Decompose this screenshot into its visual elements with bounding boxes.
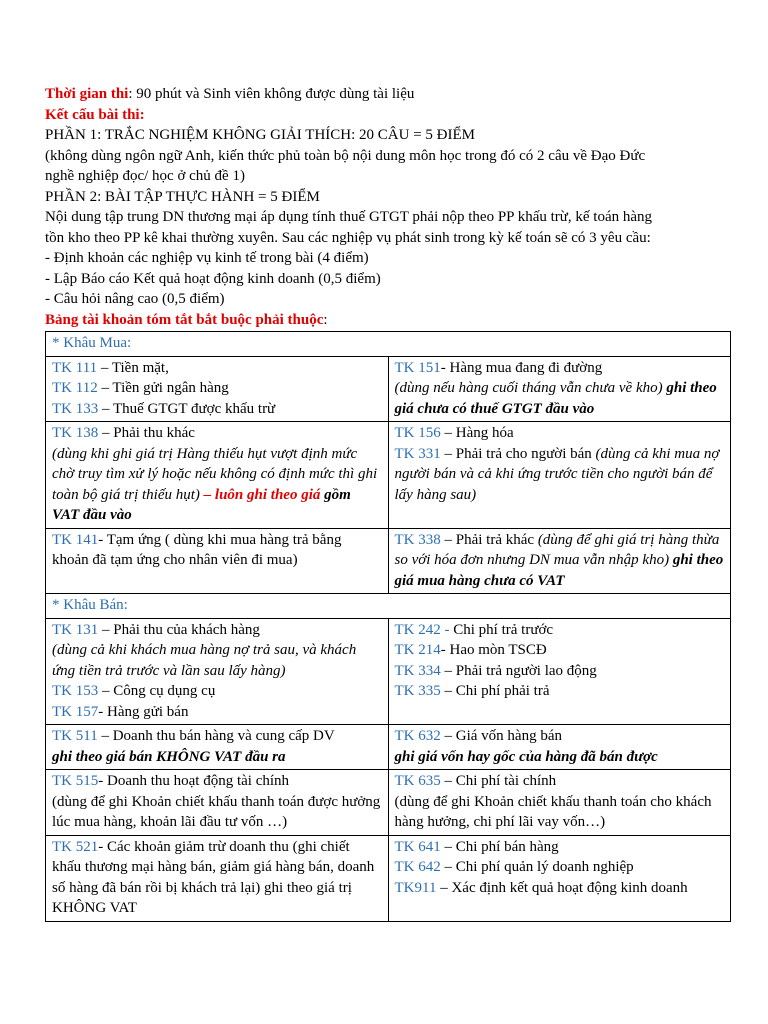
account-rule: ghi theo giá mua hàng chưa có VAT (394, 552, 724, 589)
exam-time-label: Thời gian thi (45, 86, 129, 102)
buy-r2-left (46, 422, 389, 529)
account-name: - Hao mòn TSCĐ (440, 642, 547, 658)
account-name: – Phải trả khác (440, 531, 535, 548)
requirement-2: - Lập Báo cáo Kết quả hoạt động kinh doanh (0,5 điểm) (45, 270, 381, 287)
account-note: (dùng để ghi Khoản chiết khấu thanh toán được hưởng lúc mua hàng, khoản lãi đầu tư vốn …) (52, 793, 381, 830)
account-code: TK911 (394, 879, 437, 896)
sell-r1-right (388, 618, 731, 725)
account-note: (dùng cả khi khách mua hàng nợ trả sau, và khách ứng tiền trả trước và lần sau lấy hàng) (52, 642, 357, 679)
table-title-line (45, 310, 733, 331)
sell-r4-right (388, 835, 731, 921)
account-name: Chi phí trả trước (449, 621, 554, 638)
account-note: (dùng khi ghi giá trị Hàng thiếu hụt vượt định mức chờ truy tìm xử lý hoặc nếu không có định mức thì ghi toàn bộ giá trị thiếu hụt) (52, 445, 378, 503)
table-row (46, 725, 731, 770)
account-table (45, 331, 731, 922)
account-code: TK 331 (394, 445, 441, 462)
section-header-sell: * Khâu Bán: (46, 594, 731, 619)
account-rule: ghi theo giá chưa có thuế GTGT đầu vào (394, 380, 717, 417)
exam-time-text: : 90 phút và Sinh viên không được dùng tài liệu (128, 86, 415, 102)
account-item (395, 620, 725, 641)
account-item (395, 681, 725, 702)
account-code: TK 151 (394, 359, 441, 376)
table-row (46, 770, 731, 836)
buy-r1-right (388, 356, 731, 422)
account-name: – Phải thu của khách hàng (98, 621, 260, 638)
account-code: TK 334 (394, 662, 441, 679)
account-code: TK 632 (394, 728, 441, 744)
section-row-sell (46, 594, 731, 619)
account-item (395, 640, 725, 661)
account-code: TK 153 (52, 683, 99, 699)
part1-note-line1: (không dùng ngôn ngữ Anh, kiến thức phủ toàn bộ nội dung môn học trong đó có 2 câu về Đạo Đức (45, 147, 646, 164)
account-name: – Hàng hóa (440, 425, 514, 441)
section-header-buy: * Khâu Mua: (46, 332, 731, 357)
account-code: TK 635 (394, 773, 441, 789)
account-code: TK 111 (52, 359, 98, 376)
account-item (52, 399, 382, 420)
account-code: TK 112 (52, 380, 98, 396)
account-name: – Phải thu khác (98, 425, 195, 441)
sell-r3-right (388, 770, 731, 836)
part2-heading: PHẦN 2: BÀI TẬP THỰC HÀNH = 5 ĐIỂM (45, 188, 320, 205)
account-name: – Tiền gửi ngân hàng (97, 380, 229, 396)
buy-r2-right (388, 422, 731, 529)
account-rule: gồm VAT đầu vào (52, 486, 351, 523)
account-name: – Chi phí bán hàng (440, 838, 559, 855)
sell-r2-right (388, 725, 731, 770)
account-note: (dùng để ghi giá trị hàng thừa so với hóa đơn nhưng DN mua vẫn nhập kho) (394, 531, 720, 568)
account-code: TK 641 (394, 838, 441, 855)
account-code: TK 515 (52, 773, 99, 789)
account-note: (dùng nếu hàng cuối tháng vẫn chưa về kho) (394, 380, 663, 396)
account-code: TK 335 (394, 683, 441, 699)
account-item (395, 661, 725, 682)
buy-r3-left (46, 528, 389, 594)
account-code: TK 521 (52, 838, 99, 855)
table-row (46, 356, 731, 422)
account-name: - Hàng mua đang đi đường (440, 359, 603, 376)
table-row (46, 618, 731, 725)
account-name: - Tạm ứng ( dùng khi mua hàng trả bằng khoản đã tạm ứng cho nhân viên đi mua) (52, 531, 342, 568)
account-code: TK 138 (52, 425, 99, 441)
section-row-buy (46, 332, 731, 357)
account-note: (dùng để ghi Khoản chiết khấu thanh toán cho khách hàng hưởng, chi phí lãi vay vốn…) (394, 793, 712, 830)
account-name: – Tiền mặt, (97, 359, 169, 376)
account-item (395, 857, 725, 878)
sell-r2-left (46, 725, 389, 770)
account-code: TK 338 (394, 531, 441, 548)
account-name: – Phải trả cho người bán (440, 445, 592, 462)
exam-document (45, 84, 733, 922)
account-item (52, 358, 382, 379)
account-item (395, 878, 725, 899)
account-code: TK 141 (52, 531, 99, 548)
table-title-colon: : (323, 311, 328, 328)
table-title: Bảng tài khoản tóm tắt bắt buộc phải thuộc (45, 311, 324, 328)
account-code: TK 131 (52, 621, 99, 638)
table-row (46, 422, 731, 529)
account-name: - Các khoản giảm trừ doanh thu (ghi chiết khấu thương mại hàng bán, giảm giá hàng bán, doanh số hàng đã bán rồi bị khách trả lại) ghi theo giá trị KHÔNG VAT (52, 838, 375, 916)
account-name: – Phải trả người lao động (440, 662, 597, 679)
exam-structure-label: Kết cấu bài thi: (45, 106, 145, 123)
account-name: – Doanh thu bán hàng và cung cấp DV (97, 728, 335, 744)
account-name: – Thuế GTGT được khấu trừ (98, 400, 276, 417)
account-name: – Giá vốn hàng bán (440, 728, 562, 744)
account-name: – Công cụ dụng cụ (98, 683, 216, 699)
account-code: TK 156 (394, 425, 441, 441)
account-name: – Chi phí quản lý doanh nghiệp (440, 859, 634, 875)
sell-r1-left (46, 618, 389, 725)
part2-desc-line1: Nội dung tập trung DN thương mại áp dụng tính thuế GTGT phải nộp theo PP khấu trừ, kế toán hàng (45, 209, 653, 225)
part1-note-line2: nghề nghiệp đọc/ học ở chủ đề 1) (45, 168, 245, 184)
account-item (52, 378, 382, 399)
exam-time-line (45, 84, 733, 105)
table-row (46, 835, 731, 921)
account-code: TK 157 (52, 703, 99, 720)
account-code: TK 242 - (394, 621, 450, 638)
sell-r4-left (46, 835, 389, 921)
account-code: TK 511 (52, 728, 98, 744)
account-name: – Xác định kết quả hoạt động kinh doanh (436, 879, 688, 896)
requirement-3: - Câu hỏi nâng cao (0,5 điểm) (45, 291, 225, 307)
account-name: - Doanh thu hoạt động tài chính (98, 773, 290, 789)
part1-heading: PHẦN 1: TRẮC NGHIỆM KHÔNG GIẢI THÍCH: 20 CÂU = 5 ĐIỂM (45, 127, 475, 143)
account-name: - Hàng gửi bán (98, 703, 189, 720)
account-rule: ghi theo giá bán KHÔNG VAT đầu ra (52, 748, 286, 765)
account-name: – Chi phí tài chính (440, 773, 557, 789)
account-code: TK 133 (52, 400, 99, 417)
account-name: – Chi phí phải trả (440, 683, 550, 699)
buy-r3-right (388, 528, 731, 594)
account-rule: ghi giá vốn hay gốc của hàng đã bán được (394, 748, 658, 765)
table-row (46, 528, 731, 594)
sell-r3-left (46, 770, 389, 836)
account-item (395, 837, 725, 858)
requirement-1: - Định khoản các nghiệp vụ kinh tế trong bài (4 điểm) (45, 250, 369, 266)
account-note: (dùng cả khi mua nợ người bán và cả khi ứng trước tiền cho người bán để lấy hàng sau) (394, 445, 720, 503)
account-code: TK 214 (394, 642, 441, 658)
account-rule-red: – luôn ghi theo giá (199, 486, 321, 503)
part2-desc-line2: tồn kho theo PP kê khai thường xuyên. Sau các nghiệp vụ phát sinh trong kỳ kế toán sẽ có 3 yêu cầu: (45, 229, 651, 246)
buy-r1-left (46, 356, 389, 422)
account-code: TK 642 (394, 859, 441, 875)
